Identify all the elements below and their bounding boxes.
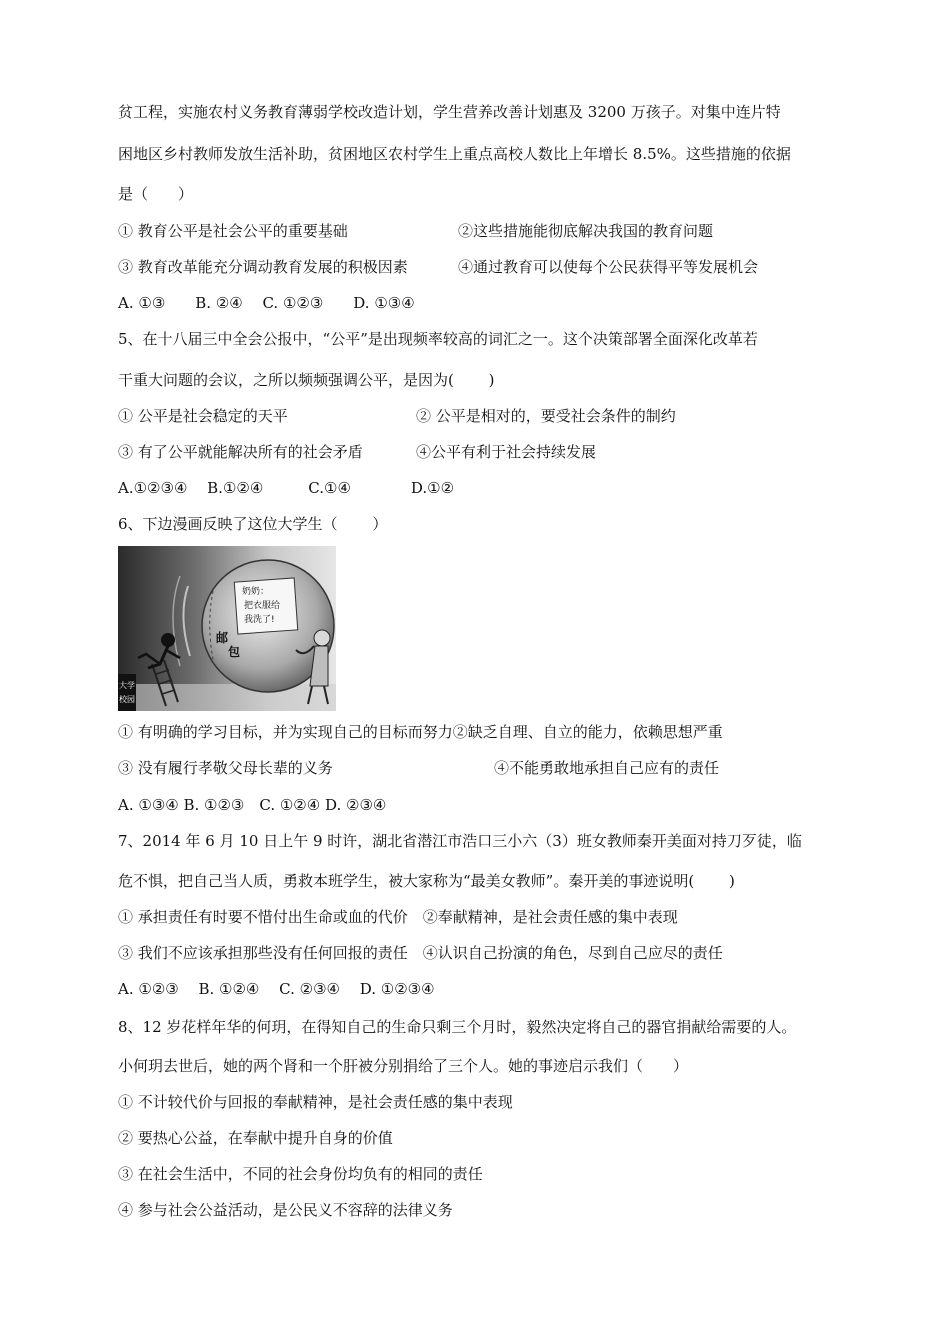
cartoon-image [118,546,336,711]
q5-option-4: ④公平有利于社会持续发展 [416,443,597,461]
q7-options-row-2: ③ 我们不应该承担那些没有任何回报的责任 ④认识自己扮演的角色，尽到自己应尽的责任 [118,944,723,962]
q7-line-1: 7、2014 年 6 月 10 日上午 9 时许，湖北省潜江市浩口三小六（3）班女教师秦开美面对持刀歹徒，临 [118,832,802,850]
q6-option-3: ③ 没有履行孝敬父母长辈的义务 [118,759,333,777]
note-text-1: 奶奶： [242,587,270,597]
q5-choices: A.①②③④ B.①②④ C.①④ D.①② [118,479,455,497]
q7-line-2: 危不惧，把自己当人质，勇救本班学生，被大家称为“最美女教师”。秦开美的事迹说明( ) [118,872,735,890]
q5-options-row-1 [118,405,878,427]
q4-option-2: ②这些措施能彻底解决我国的教育问题 [458,222,714,240]
campus-sign [118,674,136,711]
q4-line-2: 困地区乡村教师发放生活补助，贫困地区农村学生上重点高校人数比上年增长 8.5%。这些措施的依据 [118,145,791,163]
campus-sign-text-2: 校园 [119,695,135,704]
q4-options-row-1 [118,220,878,242]
q4-choices: A. ①③ B. ②④ C. ①②③ D. ①③④ [118,294,415,312]
q4-option-3: ③ 教育改革能充分调动教育发展的积极因素 [118,258,408,276]
note-text-3: 我洗了! [244,615,275,625]
q5-options-row-2 [118,441,878,463]
q4-line-1: 贫工程，实施农村义务教育薄弱学校改造计划，学生营养改善计划惠及 3200 万孩子。对集中连片特 [118,103,781,121]
q4-options-row-2 [118,256,878,278]
q5-option-3: ③ 有了公平就能解决所有的社会矛盾 [118,443,363,461]
q6-choices: A. ①③④ B. ①②③ C. ①②④ D. ②③④ [118,796,387,814]
q6-options-row-1: ① 有明确的学习目标，并为实现自己的目标而努力②缺乏自理、自立的能力，依赖思想严重 [118,723,723,741]
ground [118,684,336,711]
q8-option-4: ④ 参与社会公益活动，是公民义不容辞的法律义务 [118,1201,453,1219]
q4-option-1: ① 教育公平是社会公平的重要基础 [118,222,348,240]
q6-options-row-2 [118,757,878,779]
bag-label-1: 邮 [216,631,229,645]
q5-line-1: 5、在十八届三中全会公报中，“公平”是出现频率较高的词汇之一。这个决策部署全面深化改革若 [118,330,758,348]
q5-option-2: ② 公平是相对的，要受社会条件的制约 [416,407,676,425]
q7-options-row-1: ① 承担责任有时要不惜付出生命或血的代价 ②奉献精神，是社会责任感的集中表现 [118,908,678,926]
q4-option-4: ④通过教育可以使每个公民获得平等发展机会 [458,258,759,276]
q5-line-2: 干重大问题的会议，之所以频频强调公平，是因为( ) [118,371,495,389]
q8-option-3: ③ 在社会生活中，不同的社会身份均负有的相同的责任 [118,1165,483,1183]
q6-option-4: ④不能勇敢地承担自己应有的责任 [494,759,720,777]
q8-line-2: 小何玥去世后，她的两个肾和一个肝被分别捐给了三个人。她的事迹启示我们（ ） [118,1057,689,1075]
q8-option-1: ① 不计较代价与回报的奉献精神，是社会责任感的集中表现 [118,1093,513,1111]
q4-line-3: 是（ ） [118,185,194,203]
q8-line-1: 8、12 岁花样年华的何玥，在得知自己的生命只剩三个月时，毅然决定将自己的器官捐献给需要的人。 [118,1018,797,1036]
note-text-2: 把衣服给 [244,601,281,611]
campus-sign-text-1: 大学 [119,681,135,690]
q8-option-2: ② 要热心公益，在奉献中提升自身的价值 [118,1129,393,1147]
q6-line-1: 6、下边漫画反映了这位大学生（ ） [118,515,388,533]
q5-option-1: ① 公平是社会稳定的天平 [118,407,288,425]
bag-label-2: 包 [228,645,241,659]
q7-choices: A. ①②③ B. ①②④ C. ②③④ D. ①②③④ [118,980,435,998]
